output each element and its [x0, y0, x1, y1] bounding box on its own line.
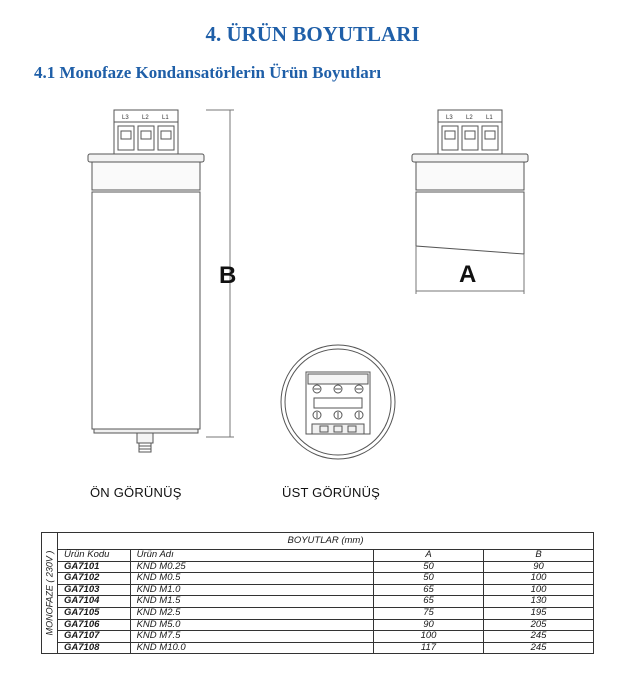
- column-header: Ürün Adı: [130, 550, 373, 562]
- dimension-a-cell: 75: [374, 607, 484, 619]
- product-code-cell: GA7106: [58, 619, 131, 631]
- product-name-cell: KND M1.0: [130, 584, 373, 596]
- product-code-cell: GA7105: [58, 607, 131, 619]
- front-view-caption: ÖN GÖRÜNÜŞ: [90, 485, 182, 500]
- product-name-cell: KND M1.5: [130, 596, 373, 608]
- dimension-b-cell: 100: [483, 584, 593, 596]
- top-view: [281, 345, 395, 459]
- column-header: B: [483, 550, 593, 562]
- terminal-label: L3: [446, 115, 453, 121]
- product-name-cell: KND M2.5: [130, 607, 373, 619]
- dimension-a-cell: 65: [374, 596, 484, 608]
- product-name-cell: KND M0.5: [130, 573, 373, 585]
- table-row: [42, 607, 594, 619]
- terminal-label: L1: [162, 115, 169, 121]
- dimension-a-cell: 65: [374, 584, 484, 596]
- product-dimension-drawing: [0, 95, 625, 495]
- dimension-b-cell: 245: [483, 631, 593, 643]
- product-code-cell: GA7101: [58, 561, 131, 573]
- dimension-a-cell: 50: [374, 573, 484, 585]
- dimension-a-cell: 90: [374, 619, 484, 631]
- product-name-cell: KND M5.0: [130, 619, 373, 631]
- table-row: [42, 561, 594, 573]
- dimension-b-cell: 205: [483, 619, 593, 631]
- terminal-label: L3: [122, 115, 129, 121]
- product-name-cell: KND M7.5: [130, 631, 373, 643]
- dimension-b-cell: 195: [483, 607, 593, 619]
- subsection-heading: 4.1 Monofaze Kondansatörlerin Ürün Boyutları: [34, 63, 382, 82]
- product-code-cell: GA7108: [58, 642, 131, 654]
- dimension-b-cell: 245: [483, 642, 593, 654]
- table-row: [42, 642, 594, 654]
- dimensions-table: [41, 532, 594, 654]
- terminal-label: L2: [142, 115, 149, 121]
- product-code-cell: GA7104: [58, 596, 131, 608]
- product-name-cell: KND M10.0: [130, 642, 373, 654]
- dimension-a-cell: 117: [374, 642, 484, 654]
- dimension-a-cell: 100: [374, 631, 484, 643]
- table-row: [42, 631, 594, 643]
- product-code-cell: GA7107: [58, 631, 131, 643]
- table-group-header: BOYUTLAR (mm): [58, 533, 594, 550]
- front-view: [88, 110, 237, 452]
- dimension-b-cell: 130: [483, 596, 593, 608]
- table-row: [42, 573, 594, 585]
- dimension-b-cell: 90: [483, 561, 593, 573]
- column-header: Ürün Kodu: [58, 550, 131, 562]
- table-row: [42, 596, 594, 608]
- dimension-b-label: B: [219, 262, 237, 289]
- table-side-label: MONOFAZE ( 230V ): [42, 533, 58, 654]
- product-code-cell: GA7103: [58, 584, 131, 596]
- table-row: [42, 584, 594, 596]
- dimension-b-cell: 100: [483, 573, 593, 585]
- product-name-cell: KND M0.25: [130, 561, 373, 573]
- dimension-a-cell: 50: [374, 561, 484, 573]
- product-code-cell: GA7102: [58, 573, 131, 585]
- section-heading: 4. ÜRÜN BOYUTLARI: [205, 22, 420, 46]
- dimension-a-label: A: [459, 261, 477, 288]
- table-header-row: [42, 550, 594, 562]
- terminal-label: L1: [486, 115, 493, 121]
- top-view-caption: ÜST GÖRÜNÜŞ: [282, 485, 381, 500]
- column-header: A: [374, 550, 484, 562]
- table-row: [42, 619, 594, 631]
- terminal-label: L2: [466, 115, 473, 121]
